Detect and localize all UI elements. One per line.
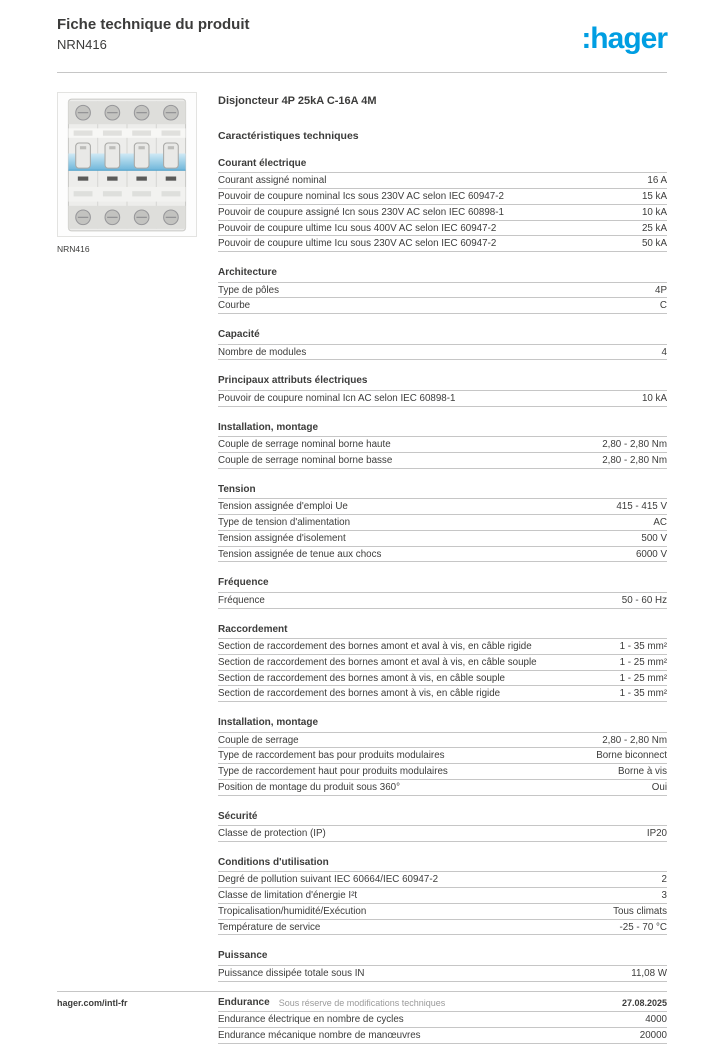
spec-row [218,655,667,671]
product-title: Disjoncteur 4P 25kA C-16A 4M [218,95,377,107]
spec-row [218,639,667,655]
spec-row [218,872,667,888]
spec-row-label: Couple de serrage nominal borne haute [218,439,391,451]
spec-row-value: 4 [661,346,667,358]
footer-date: 27.08.2025 [621,998,667,1008]
spec-row [218,298,667,314]
spec-row-value: 10 kA [641,206,667,218]
spec-row [218,1012,667,1028]
spec-row-value: 20000 [639,1030,667,1042]
spec-row-value: 415 - 415 V [616,501,667,513]
spec-row-label: Classe de limitation d'énergie I²t [218,890,358,902]
spec-column [218,92,667,1044]
spec-row-value: 6000 V [635,548,667,560]
page-footer [57,991,667,1008]
spec-section [218,327,667,360]
spec-row-value: 4000 [645,1014,667,1026]
spec-row-value: Borne à vis [617,766,667,778]
spec-row-label: Type de raccordement haut pour produits modulaires [218,766,448,778]
spec-section-title: Principaux attributs électriques [218,373,667,391]
spec-row [218,593,667,609]
spec-section-title: Fréquence [218,575,667,593]
spec-section [218,622,667,703]
spec-row [218,780,667,796]
spec-row-value: 50 kA [641,238,667,250]
spec-section [218,482,667,563]
spec-section [218,809,667,842]
spec-row-value: Oui [651,781,667,793]
spec-row-value: 1 - 35 mm² [619,688,667,700]
spec-row-value: 2,80 - 2,80 Nm [602,734,667,746]
spec-row [218,966,667,982]
spec-row-label: Section de raccordement des bornes amont à vis, en câble souple [218,672,505,684]
spec-section [218,265,667,314]
spec-section-title: Installation, montage [218,715,667,733]
spec-row-value: 50 - 60 Hz [621,594,667,606]
spec-row-label: Puissance dissipée totale sous IN [218,967,365,979]
spec-row [218,671,667,687]
header-product-code: NRN416 [57,36,107,52]
spec-section-title: Sécurité [218,809,667,827]
page-title: Fiche technique du produit [57,16,250,33]
spec-row-label: Température de service [218,921,321,933]
spec-row [218,499,667,515]
spec-row-value: 2,80 - 2,80 Nm [602,454,667,466]
spec-row-value: AC [653,516,667,528]
spec-row-value: 4P [655,284,667,296]
spec-row-label: Pouvoir de coupure assigné Icn sous 230V AC selon IEC 60898-1 [218,206,504,218]
page-header [57,16,667,72]
spec-row [218,920,667,936]
spec-row-label: Degré de pollution suivant IEC 60664/IEC 60947-2 [218,874,439,886]
spec-row-value: 500 V [641,532,667,544]
spec-row-value: 1 - 25 mm² [619,672,667,684]
spec-section-title: Architecture [218,265,667,283]
spec-row [218,904,667,920]
spec-section-title: Courant électrique [218,156,667,174]
spec-row-value: 3 [661,890,667,902]
spec-row-label: Classe de protection (IP) [218,828,326,840]
spec-section-title: Raccordement [218,622,667,640]
hager-logo: :hager [581,22,667,55]
spec-row-label: Type de pôles [218,284,280,296]
spec-row [218,345,667,361]
footer-url: hager.com/intl-fr [57,998,128,1008]
spec-row-value: 1 - 35 mm² [619,641,667,653]
spec-row-value: Tous climats [613,905,667,917]
spec-row [218,437,667,453]
spec-row [218,733,667,749]
spec-row-value: 11,08 W [631,967,667,979]
spec-section [218,715,667,796]
spec-row-label: Nombre de modules [218,346,307,358]
spec-sections [218,156,667,1044]
spec-section-title: Tension [218,482,667,500]
spec-row [218,547,667,563]
spec-row-value: 2 [661,874,667,886]
spec-row [218,391,667,407]
spec-row [218,515,667,531]
spec-row [218,686,667,702]
spec-row-label: Pouvoir de coupure nominal Icn AC selon IEC 60898-1 [218,392,456,404]
spec-row-label: Section de raccordement des bornes amont et aval à vis, en câble rigide [218,641,532,653]
spec-section [218,156,667,252]
spec-row-value: C [659,300,667,312]
spec-row-label: Section de raccordement des bornes amont à vis, en câble rigide [218,688,501,700]
spec-row-label: Pouvoir de coupure nominal Ics sous 230V AC selon IEC 60947-2 [218,191,504,203]
spec-section [218,948,667,981]
spec-section-title: Conditions d'utilisation [218,855,667,873]
spec-section [218,373,667,406]
spec-row [218,189,667,205]
spec-row-label: Tension assignée de tenue aux chocs [218,548,382,560]
spec-row-value: -25 - 70 °C [619,921,667,933]
spec-row-value: 1 - 25 mm² [619,656,667,668]
spec-row [218,888,667,904]
spec-row-label: Couple de serrage nominal borne basse [218,454,393,466]
spec-section-title: Puissance [218,948,667,966]
spec-row [218,1028,667,1044]
spec-section-title: Capacité [218,327,667,345]
spec-row [218,764,667,780]
product-image-caption: NRN416 [57,244,90,254]
spec-row [218,748,667,764]
spec-row-label: Endurance mécanique nombre de manœuvres [218,1030,421,1042]
circuit-breaker-illustration [64,97,190,233]
spec-row-label: Tension assignée d'emploi Ue [218,501,348,513]
spec-row-label: Position de montage du produit sous 360° [218,781,401,793]
spec-row-value: 25 kA [641,222,667,234]
spec-row [218,173,667,189]
product-image [57,92,197,237]
product-image-column [57,92,197,254]
spec-row [218,531,667,547]
spec-row-label: Pouvoir de coupure ultime Icu sous 230V AC selon IEC 60947-2 [218,238,497,250]
spec-row-label: Endurance électrique en nombre de cycles [218,1014,404,1026]
spec-row [218,236,667,252]
spec-section-title: Installation, montage [218,420,667,438]
spec-row-label: Courant assigné nominal [218,175,327,187]
spec-row-value: 10 kA [641,392,667,404]
footer-disclaimer: Sous réserve de modifications techniques [278,998,446,1008]
tech-characteristics-heading: Caractéristiques techniques [218,130,359,143]
spec-row [218,453,667,469]
spec-row-value: 2,80 - 2,80 Nm [602,439,667,451]
spec-section-title: Endurance [218,995,667,1013]
spec-row-label: Type de raccordement bas pour produits modulaires [218,750,445,762]
spec-row-value: 16 A [647,175,667,187]
spec-row-label: Tropicalisation/humidité/Exécution [218,905,367,917]
spec-row-label: Fréquence [218,594,265,606]
spec-row-label: Pouvoir de coupure ultime Icu sous 400V AC selon IEC 60947-2 [218,222,497,234]
spec-row-label: Section de raccordement des bornes amont et aval à vis, en câble souple [218,656,537,668]
spec-row [218,826,667,842]
spec-row [218,283,667,299]
spec-row-label: Couple de serrage [218,734,299,746]
spec-row-value: IP20 [646,828,667,840]
spec-row [218,221,667,237]
header-divider [57,72,667,73]
spec-section [218,420,667,469]
spec-row-label: Courbe [218,300,251,312]
spec-section [218,575,667,608]
spec-row-value: Borne biconnect [596,750,667,762]
spec-section [218,855,667,936]
spec-row [218,205,667,221]
spec-row-label: Tension assignée d'isolement [218,532,346,544]
spec-row-label: Type de tension d'alimentation [218,516,351,528]
spec-row-value: 15 kA [641,191,667,203]
